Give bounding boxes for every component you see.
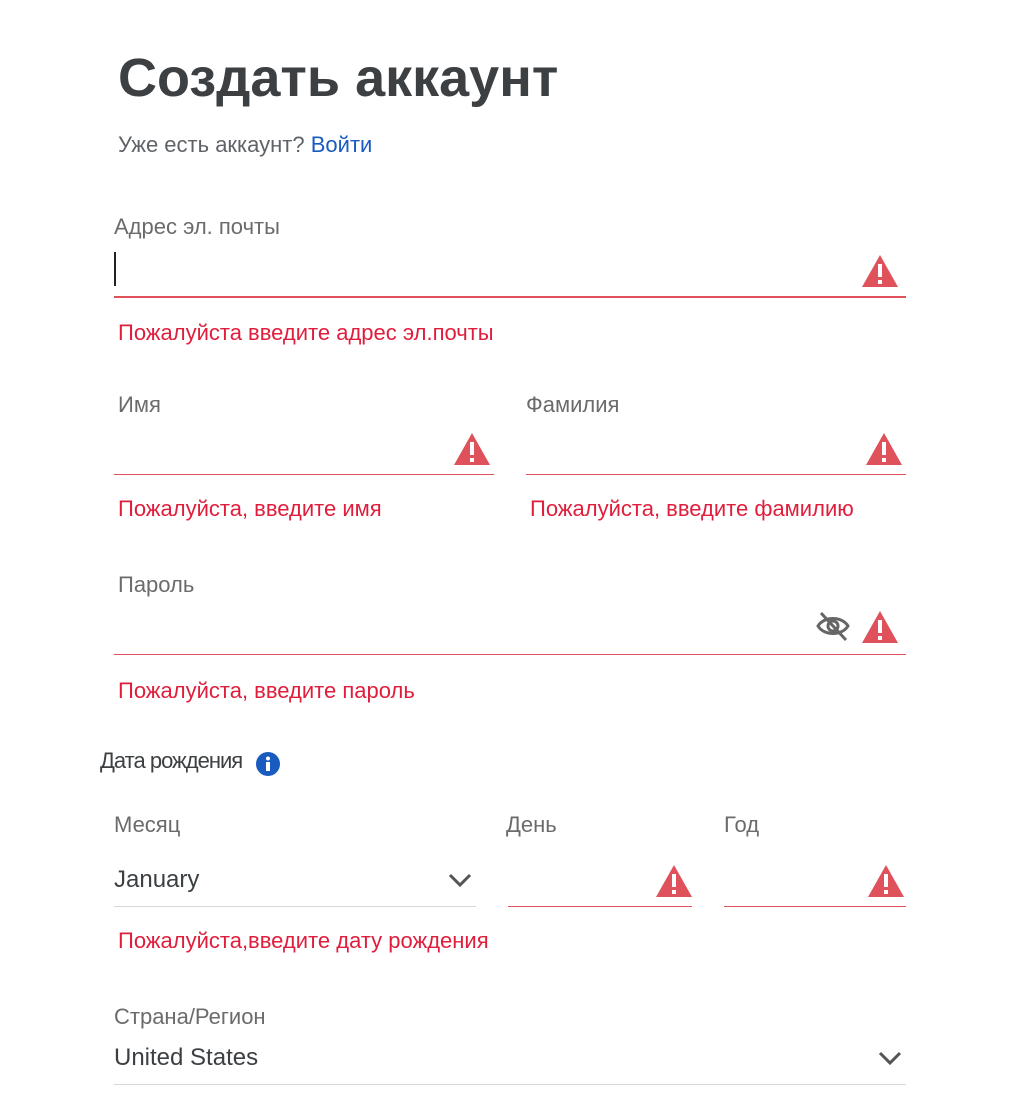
email-field[interactable] bbox=[114, 246, 906, 298]
signin-prompt: Уже есть аккаунт? bbox=[118, 132, 305, 157]
month-label: Месяц bbox=[114, 812, 181, 837]
page-title: Создать аккаунт bbox=[118, 48, 559, 108]
info-icon[interactable] bbox=[256, 752, 280, 776]
day-label: День bbox=[506, 812, 557, 837]
last-name-field[interactable] bbox=[526, 424, 906, 475]
chevron-down-icon bbox=[877, 1050, 903, 1066]
last-name-error: Пожалуйста, введите фамилию bbox=[530, 496, 854, 521]
country-label: Страна/Регион bbox=[114, 1004, 266, 1029]
first-name-field[interactable] bbox=[114, 424, 494, 475]
warning-triangle-icon bbox=[865, 432, 903, 466]
password-label: Пароль bbox=[118, 572, 195, 597]
first-name-error: Пожалуйста, введите имя bbox=[118, 496, 382, 521]
first-name-label: Имя bbox=[118, 392, 161, 417]
password-error: Пожалуйста, введите пароль bbox=[118, 678, 415, 703]
eye-off-icon[interactable] bbox=[815, 610, 851, 642]
birth-date-label: Дата рождения bbox=[100, 748, 243, 773]
warning-triangle-icon bbox=[867, 864, 905, 898]
month-value: January bbox=[114, 866, 200, 893]
country-value: United States bbox=[114, 1044, 259, 1071]
birth-date-error: Пожалуйста,введите дату рождения bbox=[118, 928, 489, 953]
warning-triangle-icon bbox=[655, 864, 693, 898]
email-label: Адрес эл. почты bbox=[114, 214, 280, 239]
password-field[interactable] bbox=[114, 604, 906, 655]
warning-triangle-icon bbox=[453, 432, 491, 466]
year-label: Год bbox=[724, 812, 760, 837]
warning-triangle-icon bbox=[861, 254, 899, 288]
chevron-down-icon bbox=[447, 872, 473, 888]
email-error: Пожалуйста введите адрес эл.почты bbox=[118, 320, 494, 345]
warning-triangle-icon bbox=[861, 610, 899, 644]
text-cursor bbox=[114, 252, 116, 286]
signin-prompt-row bbox=[118, 132, 372, 158]
signin-link[interactable]: Войти bbox=[310, 132, 373, 157]
last-name-label: Фамилия bbox=[526, 392, 620, 417]
